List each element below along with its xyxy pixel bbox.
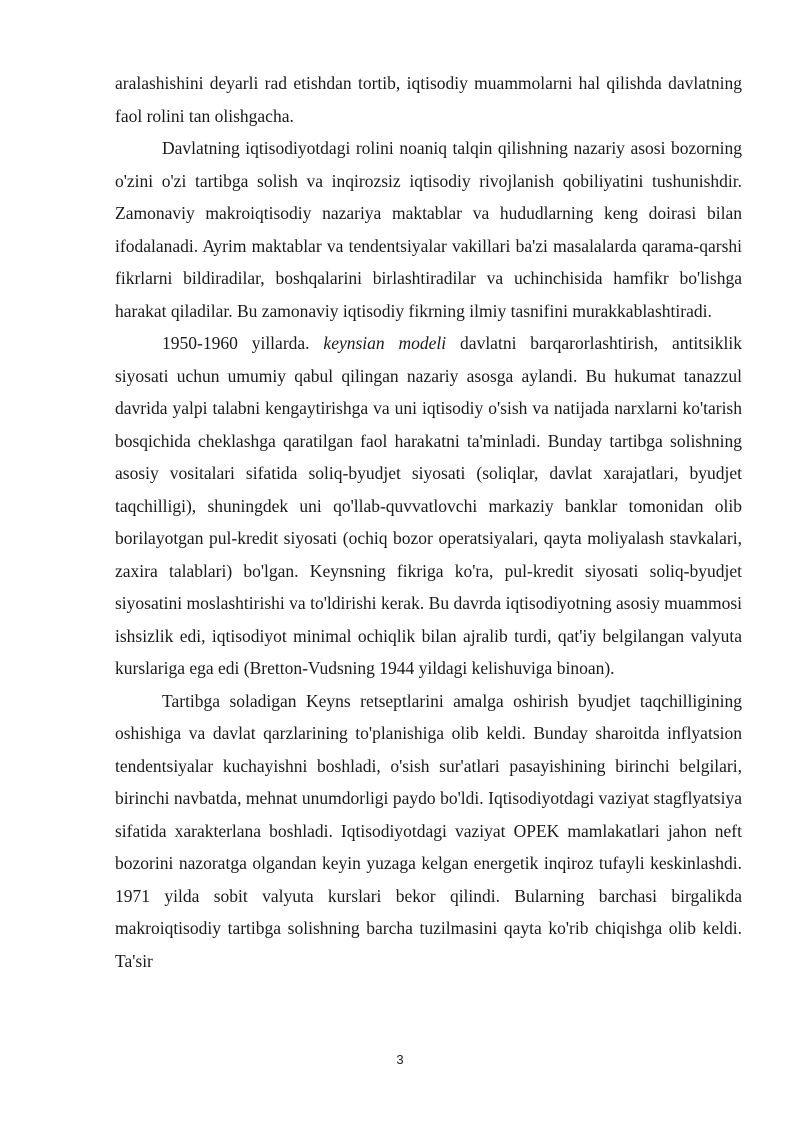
paragraph-2: Davlatning iqtisodiyotdagi rolini noaniq talqin qilishning nazariy asosi bozorning o'zini o'zi tartibga solish va inqirozsiz iqtisodiy rivojlanish qobiliyatini tushunishdir. Zamonaviy makroiqtisodiy nazariya maktablar va hududlarning keng doirasi bilan ifodalanadi. Ayrim maktablar va tendentsiyalar vakillari ba'zi masalalarda qarama-qarshi fikrlarni bildiradilar, boshqalarini birlashtiradilar va uchinchisida hamfikr bo'lishga harakat qiladilar. Bu zamonaviy iqtisodiy fikrning ilmiy tasnifini murakkablashtiradi. — [115, 138, 742, 321]
paragraph-4: Tartibga soladigan Keyns retseptlarini amalga oshirish byudjet taqchilligining oshishiga va davlat qarzlarining to'planishiga olib keldi. Bunday sharoitda inflyatsion tendentsiyalar kuchayishni boshladi, o'sish sur'atlari pasayishining birinchi belgilari, birinchi navbatda, mehnat unumdorligi paydo bo'ldi. Iqtisodiyotdagi vaziyat stagflyatsiya sifatida xarakterlana boshladi. Iqtisodiyotdagi vaziyat OPEK mamlakatlari jahon neft bozorini nazoratga olgandan keyin yuzaga kelgan energetik inqiroz tufayli keskinlashdi. 1971 yilda sobit valyuta kurslari bekor qilindi. Bularning barchasi birgalikda makroiqtisodiy tartibga solishning barcha tuzilmasini qayta ko'rib chiqishga olib keldi. Ta'sir — [115, 690, 742, 971]
document-page — [115, 67, 742, 977]
paragraph-1: aralashishini deyarli rad etishdan tortib, iqtisodiy muammolarni hal qilishda davlatning faol rolini tan olishgacha. — [115, 73, 742, 126]
paragraph-3-body: davlatni barqarorlashtirish, antitsiklik siyosati uchun umumiy qabul qilingan nazariy asosga aylandi. Bu hukumat tanazzul davrida yalpi talabni kengaytirishga va uni iqtisodiy o'sish va natijada narxlarni ko'tarish bosqichida cheklashga qaratilgan faol harakatni ta'minladi. Bunday tartibga solishning asosiy vositalari sifatida soliq-byudjet siyosati (soliqlar, davlat xarajatlari, byudjet taqchilligi), shuningdek uni qo'llab-quvvatlovchi markaziy banklar tomonidan olib borilayotgan pul-kredit siyosati (ochiq bozor operatsiyalari, qayta moliyalash stavkalari, zaxira talablari) bo'lgan. Keynsning fikriga ko'ra, pul-kredit siyosati soliq-byudjet siyosatini moslashtirishi va to'ldirishi kerak. Bu davrda iqtisodiyotning asosiy muammosi ishsizlik edi, iqtisodiyot minimal ochiqlik bilan ajralib turdi, qat'iy belgilangan valyuta kurslariga ega edi (Bretton-Vudsning 1944 yildagi kelishuviga binoan). — [115, 333, 742, 678]
paragraph-3-lead: 1950-1960 yillarda. — [162, 333, 324, 353]
emphasis-keynsian-model: keynsian modeli — [323, 333, 447, 353]
page-number: 3 — [396, 1052, 404, 1067]
paragraph-3 — [115, 327, 742, 685]
